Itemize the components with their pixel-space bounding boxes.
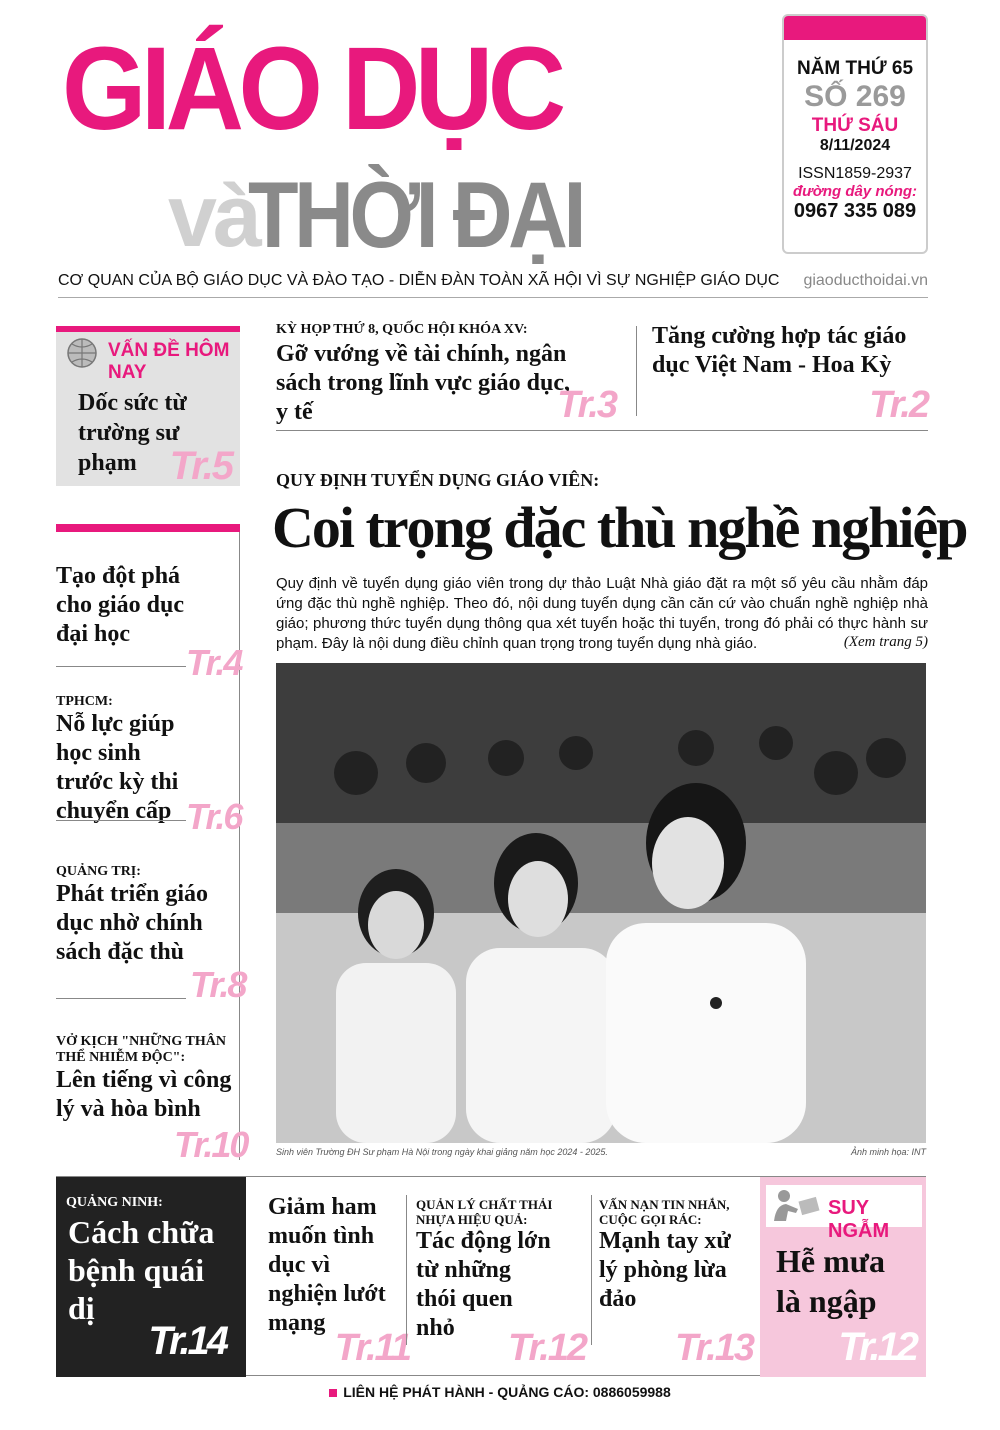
left-story-page: Tr.4 [186, 642, 242, 683]
tagline: CƠ QUAN CỦA BỘ GIÁO DỤC VÀ ĐÀO TẠO - DIỄN ĐÀN TOÀN XÃ HỘI VÌ SỰ NGHIỆP GIÁO DỤC [58, 272, 780, 289]
left-story-headline: Tạo đột phá cho giáo dục đại học [56, 563, 185, 647]
issn: ISSN1859-2937 [798, 165, 912, 182]
photo-caption: Sinh viên Trường ĐH Sư phạm Hà Nội trong ngày khai giảng năm học 2024 - 2025. [276, 1147, 608, 1157]
issue-number: SỐ 269 [804, 80, 906, 113]
bottom-story-page: Tr.14 [148, 1319, 226, 1363]
left-story-page: Tr.10 [174, 1124, 248, 1165]
today-label: VẤN ĐỀ HÔM NAY [108, 340, 230, 383]
top-story-headline: Gỡ vướng về tài chính, ngân sách trong lĩnh vực giáo dục, y tế [276, 341, 570, 425]
photo-credit: Ảnh minh họa: INT [850, 1147, 926, 1157]
hotline-number: 0967 335 089 [793, 200, 917, 222]
main-photo [276, 663, 926, 1143]
top-rule [276, 430, 928, 431]
left-column-divider [239, 532, 240, 1160]
main-story-lead: Quy định về tuyển dụng giáo viên trong dự thảo Luật Nhà giáo đặt ra một số yêu cầu nhằm đáp ứng đặc thù nghề nghiệp. Theo đó, nội dung tuyển dụng cần căn cứ vào chuẩn nghề nghiệp nhà giáo; phương thức tuyển dụng thông qua xét tuyển hoặc thi tuyển, trong đó phải có thực hành sư phạm. Đây là nội dung điều chỉnh quan trọng trong tuyển dụng nhà giáo. [276, 575, 928, 652]
bottom-story-headline: Cách chữa bệnh quái dị [68, 1214, 215, 1326]
top-story-kicker: KỲ HỌP THỨ 8, QUỐC HỘI KHÓA XV: [276, 322, 528, 337]
website-link[interactable]: giaoducthoidai.vn [803, 272, 928, 289]
bottom-story-kicker: QUẢN LÝ CHẤT THẢI NHỰA HIỆU QUẢ: [416, 1197, 553, 1227]
footer-contact [0, 1384, 1000, 1400]
bottom-story[interactable] [599, 1177, 753, 1377]
bottom-story-page: Tr.12 [507, 1327, 586, 1369]
today-page: Tr.5 [169, 444, 232, 488]
left-story-headline: Lên tiếng vì công lý và hòa bình [56, 1067, 232, 1122]
top-story-headline: Tăng cường hợp tác giáo dục Việt Nam - Hoa Kỳ [652, 323, 907, 378]
top-story-page: Tr.3 [557, 384, 616, 426]
see-page-link[interactable]: (Xem trang 5) [843, 634, 928, 650]
story-rule [56, 820, 186, 821]
bottom-story-page: Tr.13 [674, 1327, 753, 1369]
footer-bullet [329, 1389, 337, 1397]
bottom-story[interactable] [416, 1177, 586, 1377]
reflection-label: SUY NGẪM [828, 1197, 890, 1242]
left-story-kicker: QUẢNG TRỊ: [56, 864, 141, 879]
bottom-story-kicker: VẤN NẠN TIN NHẮN, CUỘC GỌI RÁC: [599, 1197, 730, 1227]
left-story-page: Tr.6 [186, 796, 242, 837]
left-story-headline: Phát triển giáo dục nhờ chính sách đặc thù [56, 881, 208, 965]
bottom-divider [591, 1195, 592, 1345]
globe-icon [62, 336, 102, 370]
top-story[interactable] [276, 322, 616, 426]
main-story-headline[interactable]: Coi trọng đặc thù nghề nghiệp [272, 495, 967, 560]
left-story-headline: Nỗ lực giúp học sinh trước kỳ thi chuyển cấp [56, 711, 179, 824]
bottom-story[interactable] [268, 1177, 410, 1377]
bottom-divider [406, 1195, 407, 1345]
info-box-bar [784, 16, 926, 40]
left-story[interactable] [56, 864, 246, 1005]
main-story-kicker: QUY ĐỊNH TUYỂN DỤNG GIÁO VIÊN: [276, 470, 600, 490]
weekday: THỨ SÁU [811, 115, 899, 136]
masthead-subtitle: THỜI ĐẠI [248, 162, 583, 267]
bottom-story-dark[interactable] [56, 1177, 246, 1377]
story-rule [56, 666, 186, 667]
today-headline: Dốc sức từ trường sư phạm [78, 390, 187, 476]
story-rule [56, 998, 186, 999]
bottom-story-headline: Giảm ham muốn tình dục vì nghiện lướt mạng [268, 1194, 386, 1336]
top-story-divider [636, 326, 637, 416]
left-story-kicker: TPHCM: [56, 694, 113, 709]
left-story[interactable] [56, 1034, 248, 1165]
top-story-page: Tr.2 [869, 384, 928, 426]
top-story[interactable] [652, 322, 928, 426]
bottom-story-kicker: QUẢNG NINH: [66, 1195, 163, 1210]
reflection-headline: Hễ mưa là ngập [776, 1243, 885, 1319]
left-story-page: Tr.8 [190, 964, 246, 1005]
reflection-box[interactable] [760, 1177, 926, 1377]
bottom-story-headline: Tác động lớn từ những thói quen nhỏ [416, 1228, 551, 1341]
left-story-kicker: VỞ KỊCH "NHỮNG THÂN THỂ NHIỄM ĐỘC": [56, 1034, 226, 1065]
masthead-title: GIÁO DỤC [62, 23, 561, 155]
bottom-story-page: Tr.11 [334, 1327, 410, 1369]
reader-icon [770, 1187, 822, 1223]
footer-contact-text: LIÊN HỆ PHÁT HÀNH - QUẢNG CÁO: 0886059988 [343, 1384, 671, 1400]
left-story[interactable] [56, 694, 242, 837]
year-label: NĂM THỨ 65 [796, 58, 914, 79]
left-story[interactable] [56, 562, 242, 683]
bottom-strip [56, 1176, 926, 1376]
students-photo-illustration [276, 663, 926, 1143]
today-issue-box[interactable] [56, 326, 240, 486]
hotline-label: đường dây nóng: [792, 183, 918, 200]
issue-info-box [782, 14, 928, 254]
masthead-va: và [168, 166, 258, 265]
left-column-bar [56, 524, 240, 532]
issue-date: 8/11/2024 [819, 137, 891, 154]
reflection-page: Tr.12 [838, 1325, 916, 1369]
bottom-story-headline: Mạnh tay xử lý phòng lừa đảo [599, 1228, 731, 1312]
tagline-row [58, 266, 928, 298]
